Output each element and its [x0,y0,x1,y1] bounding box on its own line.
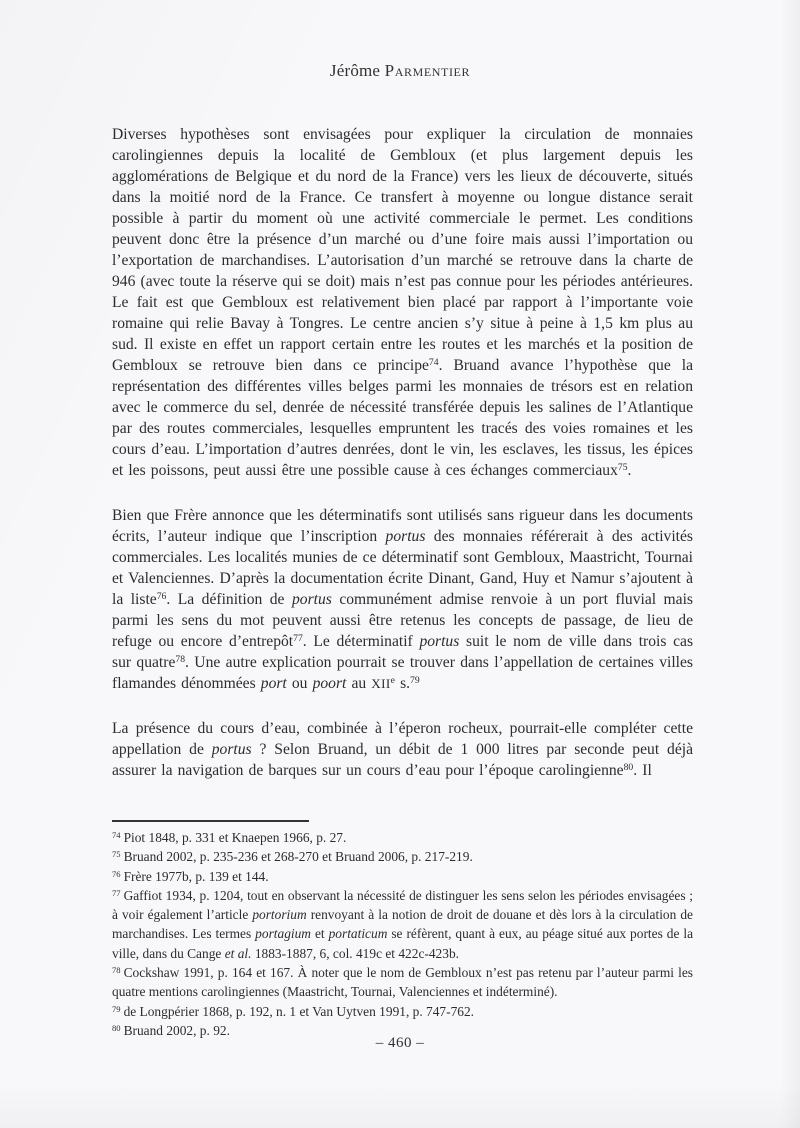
footnote-text: Bruand 2002, p. 92. [123,1022,230,1038]
author-first-name: Jérôme [329,61,381,80]
footnote-text: Frère 1977b, p. 139 et 144. [123,868,269,884]
footnote-75 [112,847,693,866]
body-paragraph-3: La présence du cours d’eau, combinée à l’éperon rocheux, pourrait-elle compléter cette appellation de portus ? Selon Bruand, un débit de 1 000 litres par seconde peut déjà assurer la navigation de barques sur un cours d’eau pour l’époque carolingienne$^{80}$. Il [112,720,693,779]
footnote-separator-rule [112,820,309,822]
footnote-marker: 79 [112,1003,121,1014]
footnote-79 [112,1002,693,1021]
footnote-marker: 76 [112,868,121,879]
body-paragraph-1: Diverses hypothèses sont envisagées pour expliquer la circulation de monnaies carolingiennes depuis la localité de Gembloux (et plus largement depuis les agglomérations de Belgique et du nord de la France) vers les lieux de découverte, situés dans la moitié nord de la France. Ce transfert à moyenne ou longue distance serait possible à partir du moment où une activité commerciale le permet. Les conditions peuvent donc être la présence d’un marché ou d’une foire mais aussi l’importation ou l’exportation de marchandises. L’autorisation d’un marché se retrouve dans la charte de 946 (avec toute la réserve qui se doit) mais n’est pas connue pour les périodes antérieures. Le fait est que Gembloux est relativement bien placé par rapport à l’importante voie romaine qui relie Bavay à Tongres. Le centre ancien s’y situe à peine à 1,5 km plus au sud. Il existe en effet un rapport certain entre les routes et les marchés et la position de Gembloux se retrouve bien dans ce principe$^{74}$. Bruand avance l’hypothèse que la représentation des différentes villes belges parmi les monnaies de trésors est en relation avec le commerce du sel, denrée de nécessité transférée depuis les salines de l’Atlantique par des routes commerciales, lesquelles empruntent les tracés des voies romaines et les cours d’eau. L’importation d’autres denrées, dont le vin, les esclaves, les tissus, les épices et les poissons, peut aussi être une possible cause à ces échanges commerciaux$^{75}$. [112,126,693,479]
footnote-78 [112,963,693,1002]
footnote-74 [112,828,693,847]
footnote-marker: 74 [112,830,121,841]
running-head [0,61,800,81]
footnote-77 [112,886,693,963]
footnote-text: Piot 1848, p. 331 et Knaepen 1966, p. 27. [123,830,347,845]
footnote-marker: 78 [112,965,121,976]
body-paragraph-2: Bien que Frère annonce que les déterminatifs sont utilisés sans rigueur dans les documents écrits, l’auteur indique que l’inscription portus des monnaies référerait à des activités commerciales. Les localités munies de ce déterminatif sont Gembloux, Maastricht, Tournai et Valenciennes. D’après la documentation écrite Dinant, Gand, Huy et Namur s’ajoutent à la liste$^{76}$. La définition de portus communément admise renvoie à un port fluvial mais parmi les sens du mot peuvent aussi être retenus les concepts de passage, de lieu de refuge ou encore d’entrepôt$^{77}$. Le déterminatif portus suit le nom de ville dans trois cas sur quatre$^{78}$. Une autre explication pourrait se trouver dans l’appellation de certaines villes flamandes dénommées port ou poort au XIIe s.$^{79}$ [112,507,694,692]
body-text-block [112,124,693,805]
footnote-text: Cockshaw 1991, p. 164 et 167. À noter que le nom de Gembloux n’est pas retenu par l’auteur parmi les quatre mentions carolingiennes (Maastricht, Tournai, Valenciennes et indéterminé). [112,965,693,1000]
footnote-text: de Longpérier 1868, p. 192, n. 1 et Van Uytven 1991, p. 747-762. [123,1003,475,1019]
page-number: – 460 – [375,1035,425,1051]
footnote-text: Bruand 2002, p. 235-236 et 268-270 et Bruand 2006, p. 217-219. [123,849,473,865]
author-last-name: Parmentier [384,61,471,80]
footnotes-section [112,828,693,1040]
footnote-marker: 80 [112,1023,121,1034]
footnote-text: Gaffiot 1934, p. 1204, tout en observant la nécessité de distinguer les sens selon les périodes envisagées ; à voir également l’article portorium renvoyant à la notion de droit de douane et dès lors à la circulation de marchandises. Les termes portagium et portaticum se réfèrent, quant à eux, au péage situé aux portes de la ville, dans du Cange et al. 1883-1887, 6, col. 419c et 422c-423b. [112,887,694,961]
footnote-76 [112,867,693,886]
footnote-marker: 75 [112,849,121,860]
footnote-marker: 77 [112,888,121,899]
